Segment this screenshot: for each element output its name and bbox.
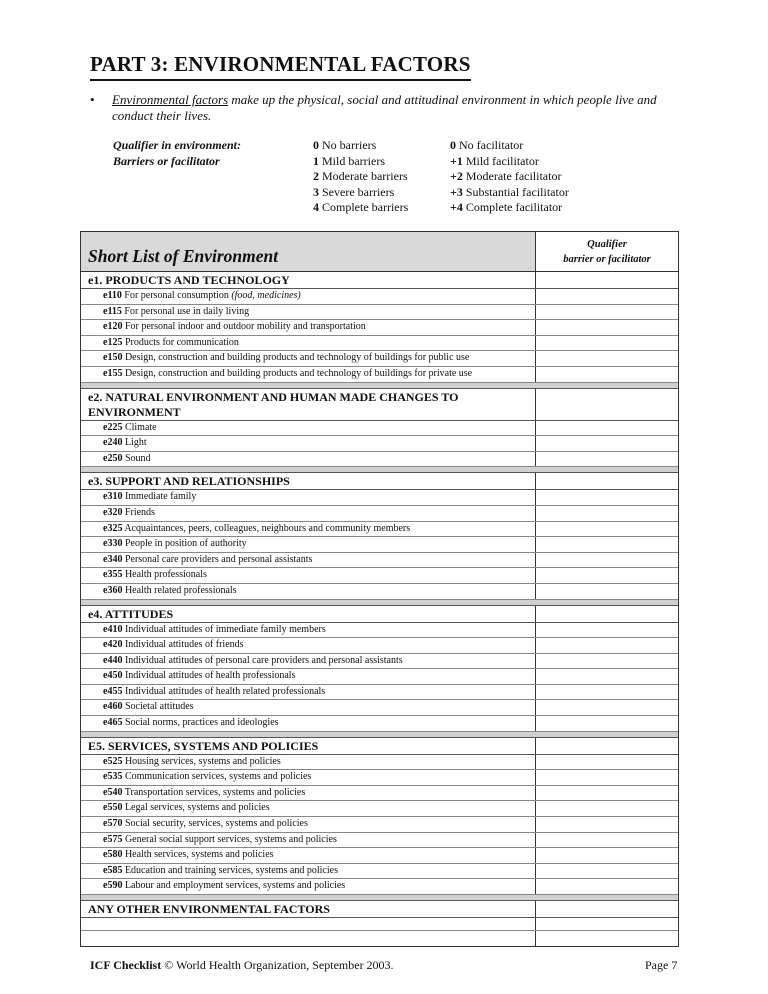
table-header-title: Short List of Environment — [88, 246, 279, 266]
bullet-icon: • — [90, 92, 95, 107]
factor-cell — [81, 305, 535, 320]
factor-text: For personal indoor and outdoor mobility and transportation — [122, 321, 366, 333]
factor-code: e570 — [103, 818, 123, 830]
intro-text — [112, 92, 682, 124]
qualifier-cell[interactable] — [535, 305, 678, 320]
facilitator-level — [450, 185, 569, 201]
intro-term: Environmental factors — [112, 92, 229, 107]
factor-cell — [81, 755, 535, 770]
footer-copyright: © World Health Organization, September 2003. — [161, 958, 394, 972]
level-code: 3 — [313, 184, 319, 199]
factor-code: e540 — [103, 786, 123, 798]
factor-text: Legal services, systems and policies — [122, 802, 270, 814]
factor-text: For personal consumption — [121, 290, 232, 301]
barrier-level — [313, 138, 408, 154]
factor-cell — [81, 879, 535, 894]
qualifier-cell[interactable] — [535, 901, 678, 917]
factor-cell — [81, 506, 535, 521]
table-body — [81, 272, 678, 901]
factor-text: Sound — [122, 452, 151, 464]
table-row — [81, 452, 678, 468]
qualifier-label-line2: Barriers or facilitator — [113, 153, 220, 168]
factor-text: Social norms, practices and ideologies — [122, 717, 279, 729]
qualifier-cell[interactable] — [535, 623, 678, 638]
table-header-qualifier-line2: barrier or facilitator — [563, 253, 651, 265]
level-code: 0 — [313, 138, 319, 152]
barrier-scale — [313, 138, 408, 216]
qualifier-cell[interactable] — [535, 654, 678, 669]
section-heading-label: ANY OTHER ENVIRONMENTAL FACTORS — [88, 902, 330, 916]
barrier-level — [313, 200, 408, 216]
table-row — [81, 522, 678, 538]
qualifier-cell[interactable] — [535, 755, 678, 770]
table-row — [81, 770, 678, 786]
factor-code: e410 — [103, 623, 123, 635]
qualifier-cell[interactable] — [535, 606, 678, 622]
level-code: +1 — [450, 153, 463, 168]
section-heading-label: e4. ATTITUDES — [88, 606, 174, 621]
factor-code: e355 — [103, 569, 123, 581]
factor-code: e585 — [103, 864, 123, 876]
table-row — [81, 755, 678, 771]
qualifier-cell[interactable] — [535, 320, 678, 335]
qualifier-cell[interactable] — [535, 700, 678, 715]
level-text: Mild facilitator — [462, 153, 539, 168]
factor-cell — [81, 770, 535, 785]
table-row — [81, 568, 678, 584]
table-row — [81, 864, 678, 880]
factor-text: Friends — [122, 506, 155, 518]
qualifier-cell[interactable] — [535, 452, 678, 467]
factor-cell — [81, 685, 535, 700]
qualifier-cell[interactable] — [535, 770, 678, 785]
table-row — [81, 367, 678, 383]
table-row — [81, 669, 678, 685]
factor-text: Design, construction and building products and technology of buildings for private use — [122, 367, 473, 379]
qualifier-cell[interactable] — [535, 522, 678, 537]
table-row — [81, 654, 678, 670]
factor-cell — [81, 289, 535, 304]
factor-cell — [81, 848, 535, 863]
qualifier-cell[interactable] — [535, 473, 678, 489]
section-heading — [81, 473, 678, 490]
table-header-qualifier-line1: Qualifier — [587, 238, 627, 250]
table-row — [81, 553, 678, 569]
factor-cell — [81, 351, 535, 366]
factor-code: e590 — [103, 880, 123, 892]
factor-cell — [81, 452, 535, 467]
factor-cell — [81, 537, 535, 552]
factor-text: Communication services, systems and policies — [122, 771, 312, 783]
factor-code: e155 — [103, 367, 123, 379]
level-code: 2 — [313, 169, 319, 183]
factor-cell — [81, 833, 535, 848]
factor-code: e120 — [103, 321, 123, 333]
table-row — [81, 801, 678, 817]
table-row — [81, 537, 678, 553]
factor-cell — [81, 568, 535, 583]
factor-cell — [81, 716, 535, 731]
factor-cell — [81, 654, 535, 669]
table-row — [81, 490, 678, 506]
table-header-title-cell — [81, 232, 535, 271]
level-text: Complete barriers — [319, 200, 409, 214]
intro-paragraph — [90, 92, 690, 124]
table-row — [81, 320, 678, 336]
factor-cell — [81, 553, 535, 568]
level-code: 1 — [313, 153, 319, 168]
barrier-level — [313, 185, 408, 201]
table-row — [81, 305, 678, 321]
factor-text: Light — [122, 437, 147, 449]
qualifier-cell[interactable] — [535, 848, 678, 863]
factor-cell — [81, 669, 535, 684]
environment-table — [80, 231, 679, 947]
facilitator-level — [450, 138, 569, 154]
qualifier-cell[interactable] — [535, 801, 678, 816]
factor-code: e535 — [103, 771, 123, 783]
factor-code: e450 — [103, 670, 123, 682]
factor-text: Personal care providers and personal assistants — [122, 553, 313, 565]
qualifier-cell[interactable] — [535, 738, 678, 754]
factor-code: e440 — [103, 654, 123, 666]
factor-text: Health services, systems and policies — [122, 849, 274, 861]
qualifier-cell[interactable] — [535, 918, 678, 930]
blank-row — [81, 931, 678, 946]
section-heading — [81, 738, 678, 755]
table-row — [81, 584, 678, 600]
table-row — [81, 289, 678, 305]
table-row — [81, 716, 678, 732]
factor-text: Individual attitudes of personal care providers and personal assistants — [122, 654, 403, 666]
factor-code: e150 — [103, 352, 123, 364]
factor-text: Societal attitudes — [122, 701, 194, 713]
qualifier-cell[interactable] — [535, 669, 678, 684]
qualifier-cell[interactable] — [535, 272, 678, 288]
table-row — [81, 506, 678, 522]
factor-code: e455 — [103, 685, 123, 697]
level-code: 0 — [450, 138, 456, 152]
level-code: +4 — [450, 200, 463, 214]
table-row — [81, 700, 678, 716]
qualifier-cell[interactable] — [535, 879, 678, 894]
section-heading — [81, 272, 678, 289]
factor-code: e125 — [103, 336, 123, 348]
factor-text: For personal use in daily living — [121, 305, 250, 317]
section-heading-label: e2. NATURAL ENVIRONMENT AND HUMAN MADE CHANGES TO ENVIRONMENT — [88, 389, 459, 419]
qualifier-cell[interactable] — [535, 351, 678, 366]
qualifier-cell[interactable] — [535, 638, 678, 653]
factor-text: Individual attitudes of friends — [122, 639, 244, 651]
factor-cell — [81, 490, 535, 505]
factor-cell — [81, 786, 535, 801]
barrier-level — [313, 169, 408, 185]
facilitator-level — [450, 169, 569, 185]
level-text: No facilitator — [456, 138, 524, 152]
factor-cell — [81, 638, 535, 653]
table-row — [81, 685, 678, 701]
qualifier-cell[interactable] — [535, 367, 678, 382]
level-code: 4 — [313, 200, 319, 214]
section-heading-other — [81, 901, 678, 918]
level-code: +2 — [450, 169, 463, 183]
page-title: PART 3: ENVIRONMENTAL FACTORS — [90, 52, 471, 81]
level-text: Moderate barriers — [319, 169, 408, 183]
factor-cell — [81, 367, 535, 382]
table-row — [81, 879, 678, 895]
factor-cell — [81, 864, 535, 879]
factor-text: Transportation services, systems and policies — [122, 786, 306, 798]
factor-code: e330 — [103, 538, 123, 550]
factor-text: Labour and employment services, systems and policies — [122, 880, 346, 892]
qualifier-cell[interactable] — [535, 506, 678, 521]
factor-text: Individual attitudes of health professionals — [122, 670, 296, 682]
blank-entry-cell[interactable] — [81, 931, 535, 946]
table-row — [81, 421, 678, 437]
table-row — [81, 817, 678, 833]
factor-code: e340 — [103, 553, 123, 565]
level-code: +3 — [450, 184, 463, 199]
factor-code: e115 — [103, 305, 122, 317]
factor-text: Housing services, systems and policies — [122, 755, 281, 767]
blank-entry-cell[interactable] — [81, 918, 535, 930]
table-row — [81, 436, 678, 452]
factor-text: Health related professionals — [122, 584, 237, 596]
table-row — [81, 336, 678, 352]
qualifier-cell[interactable] — [535, 833, 678, 848]
section-heading-label: e1. PRODUCTS AND TECHNOLOGY — [88, 273, 290, 287]
qualifier-cell[interactable] — [535, 336, 678, 351]
table-row — [81, 848, 678, 864]
factor-code: e250 — [103, 452, 123, 464]
factor-cell — [81, 421, 535, 436]
factor-cell — [81, 436, 535, 451]
factor-cell — [81, 817, 535, 832]
factor-text: Education and training services, systems and policies — [122, 864, 338, 876]
qualifier-cell[interactable] — [535, 289, 678, 304]
table-row — [81, 786, 678, 802]
factor-text: General social support services, systems and policies — [122, 833, 337, 845]
table-row — [81, 638, 678, 654]
facilitator-level — [450, 200, 569, 216]
factor-code: e110 — [103, 290, 122, 301]
factor-code: e325 — [103, 522, 123, 534]
qualifier-cell[interactable] — [535, 864, 678, 879]
section-heading-label: e3. SUPPORT AND RELATIONSHIPS — [88, 474, 290, 489]
factor-text: Social security, services, systems and policies — [122, 818, 308, 830]
footer-brand: ICF Checklist — [90, 958, 162, 972]
qualifier-cell[interactable] — [535, 436, 678, 451]
factor-note: (food, medicines) — [231, 290, 301, 301]
facilitator-scale — [450, 138, 569, 216]
facilitator-level — [450, 154, 569, 170]
factor-cell — [81, 320, 535, 335]
level-text: Mild barriers — [319, 153, 385, 168]
factor-cell — [81, 623, 535, 638]
level-text: Complete facilitator — [462, 200, 563, 214]
qualifier-cell[interactable] — [535, 389, 678, 420]
qualifier-label — [113, 138, 241, 169]
page-number: Page 7 — [645, 958, 678, 972]
factor-code: e240 — [103, 437, 123, 449]
qualifier-cell[interactable] — [535, 421, 678, 436]
factor-code: e225 — [103, 421, 123, 433]
intro-rest: make up the physical, social and attitudinal environment in which people live and conduct their lives. — [112, 92, 657, 123]
section-heading — [81, 389, 678, 421]
factor-text: Climate — [122, 421, 157, 433]
factor-code: e580 — [103, 849, 123, 861]
barrier-level — [313, 154, 408, 170]
qualifier-cell[interactable] — [535, 931, 678, 946]
factor-text: Design, construction and building products and technology of buildings for public use — [122, 352, 470, 364]
factor-code: e550 — [103, 802, 123, 814]
level-text: Substantial facilitator — [462, 184, 569, 199]
qualifier-cell[interactable] — [535, 568, 678, 583]
factor-code: e320 — [103, 506, 123, 518]
factor-code: e465 — [103, 717, 123, 729]
qualifier-cell[interactable] — [535, 685, 678, 700]
factor-code: e310 — [103, 491, 123, 503]
factor-text: People in position of authority — [122, 538, 247, 550]
factor-code: e525 — [103, 755, 123, 767]
blank-row — [81, 918, 678, 931]
factor-cell — [81, 584, 535, 599]
factor-cell — [81, 700, 535, 715]
factor-code: e575 — [103, 833, 123, 845]
level-text: No barriers — [319, 138, 377, 152]
factor-text: Immediate family — [122, 491, 197, 503]
level-text: Moderate facilitator — [462, 169, 562, 183]
factor-cell — [81, 801, 535, 816]
section-heading-label: E5. SERVICES, SYSTEMS AND POLICIES — [88, 738, 319, 753]
qualifier-cell[interactable] — [535, 716, 678, 731]
table-row — [81, 351, 678, 367]
qualifier-label-line1: Qualifier in environment: — [113, 138, 242, 152]
qualifier-cell[interactable] — [535, 817, 678, 832]
factor-text: Acquaintances, peers, colleagues, neighbours and community members — [122, 522, 411, 534]
table-header-qualifier — [535, 232, 678, 271]
table-row — [81, 833, 678, 849]
table-header — [81, 232, 678, 272]
qualifier-cell[interactable] — [535, 584, 678, 599]
factor-cell — [81, 336, 535, 351]
factor-code: e420 — [103, 639, 123, 651]
qualifier-cell[interactable] — [535, 490, 678, 505]
factor-code: e460 — [103, 701, 123, 713]
section-heading — [81, 606, 678, 623]
qualifier-cell[interactable] — [535, 537, 678, 552]
factor-text: Products for communication — [122, 336, 239, 348]
qualifier-cell[interactable] — [535, 553, 678, 568]
factor-text: Individual attitudes of health related professionals — [122, 685, 326, 697]
factor-cell — [81, 522, 535, 537]
level-text: Severe barriers — [319, 184, 395, 199]
factor-text: Health professionals — [122, 569, 207, 581]
footer-credit — [90, 958, 394, 973]
table-row — [81, 623, 678, 639]
qualifier-cell[interactable] — [535, 786, 678, 801]
factor-text: Individual attitudes of immediate family members — [122, 623, 326, 635]
factor-code: e360 — [103, 584, 123, 596]
